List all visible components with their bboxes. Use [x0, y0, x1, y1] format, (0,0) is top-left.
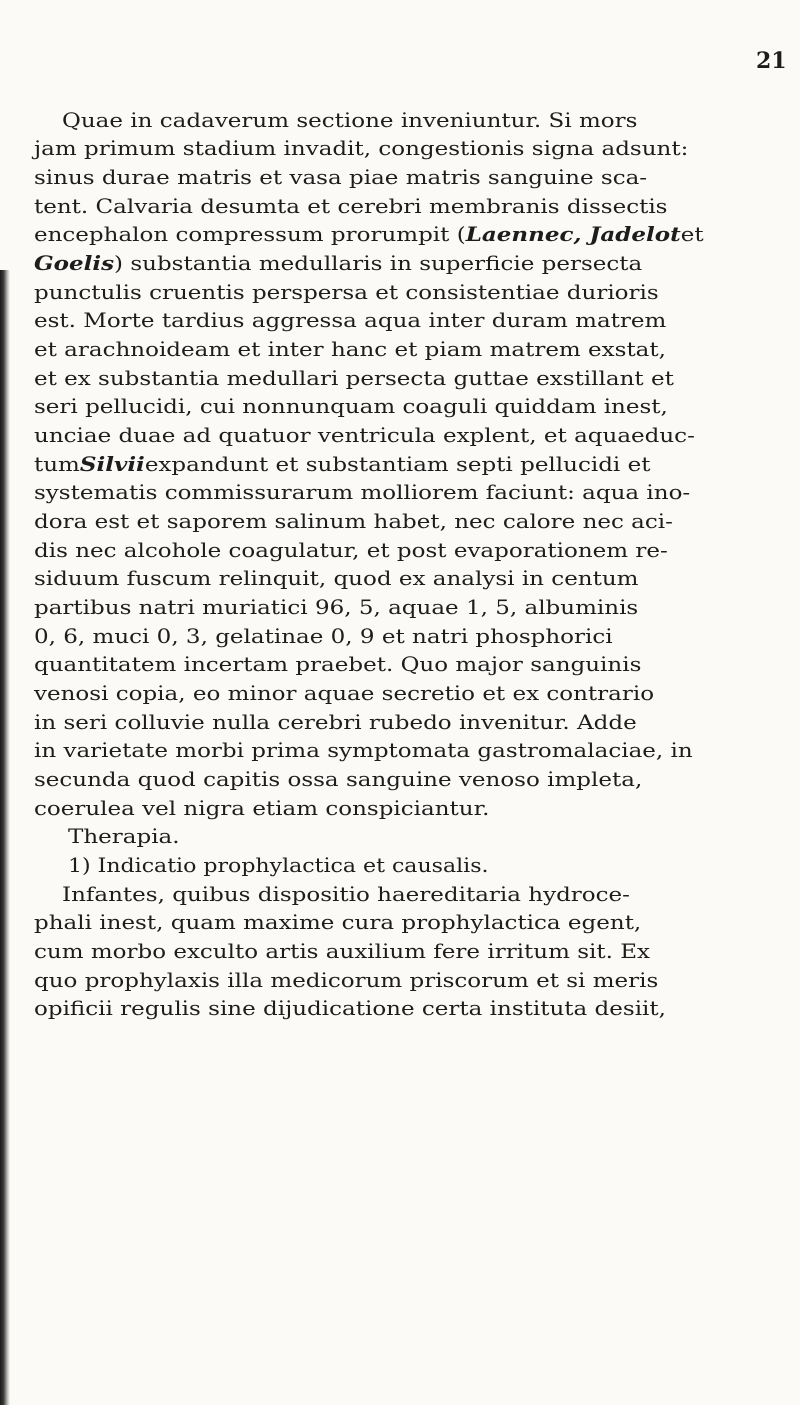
text-segment: in seri colluvie nulla cerebri rubedo invenitur. Adde	[34, 710, 637, 734]
text-segment: cum morbo exculto artis auxilium fere irritum sit. Ex	[34, 939, 651, 963]
text-segment: ) substantia medullaris in superficie persecta	[114, 251, 643, 275]
text-segment: jam primum stadium invadit, congestionis signa adsunt:	[34, 136, 689, 160]
text-segment: siduum fuscum relinquit, quod ex analysi in centum	[34, 566, 639, 590]
text-segment-italic: Silvii	[79, 452, 145, 476]
text-segment: encephalon compressum prorumpit (	[34, 222, 466, 246]
text-segment: partibus natri muriatici 96, 5, aquae 1, 5, albuminis	[34, 595, 639, 619]
text-segment: sinus durae matris et vasa piae matris sanguine sca-	[34, 165, 648, 189]
text-segment: coerulea vel nigra etiam conspiciantur.	[34, 796, 490, 820]
text-segment: dis nec alcohole coagulatur, et post evaporationem re-	[34, 538, 668, 562]
text-segment-italic: Laennec, Jadelot	[465, 222, 681, 246]
text-segment: est. Morte tardius aggressa aqua inter duram matrem	[34, 308, 667, 332]
text-segment: systematis commissurarum molliorem faciunt: aqua ino-	[34, 480, 691, 504]
text-segment: Infantes, quibus dispositio haereditaria hydroce-	[62, 882, 630, 906]
text-segment: seri pellucidi, cui nonnunquam coaguli quiddam inest,	[34, 394, 668, 418]
text-segment: et arachnoideam et inter hanc et piam matrem exstat,	[34, 337, 666, 361]
text-segment: in varietate morbi prima symptomata gastromalaciae, in	[34, 738, 693, 762]
text-segment: expandunt et substantiam septi pellucidi et	[144, 452, 651, 476]
text-segment: venosi copia, eo minor aquae secretio et ex contrario	[34, 681, 655, 705]
text-segment: quo prophylaxis illa medicorum priscorum et si meris	[34, 968, 659, 992]
text-segment: punctulis cruentis perspersa et consistentiae durioris	[34, 280, 659, 304]
text-line	[34, 988, 768, 1028]
text-segment: tent. Calvaria desumta et cerebri membranis dissectis	[34, 194, 668, 218]
text-segment: 1) Indicatio prophylactica et causalis.	[68, 853, 489, 877]
text-segment: secunda quod capitis ossa sanguine venoso impleta,	[34, 767, 643, 791]
page-binding-shadow	[0, 270, 10, 1405]
text-segment: et ex substantia medullari persecta guttae exstillant et	[34, 366, 674, 390]
text-segment: Therapia.	[68, 824, 180, 848]
text-segment: 0, 6, muci 0, 3, gelatinae 0, 9 et natri phosphorici	[34, 624, 613, 648]
text-segment: phali inest, quam maxime cura prophylactica egent,	[34, 910, 642, 934]
text-segment: Quae in cadaverum sectione inveniuntur. Si mors	[62, 108, 638, 132]
text-segment: dora est et saporem salinum habet, nec calore nec aci-	[34, 509, 673, 533]
page-number: 21	[756, 48, 787, 74]
text-segment: unciae duae ad quatuor ventricula explent, et aquaeduc-	[34, 423, 695, 447]
text-segment: quantitatem incertam praebet. Quo major sanguinis	[34, 652, 642, 676]
text-segment: et	[680, 222, 704, 246]
text-segment: opificii regulis sine dijudicatione certa instituta desiit,	[34, 996, 666, 1020]
text-segment: tum	[34, 452, 80, 476]
text-segment-italic: Goelis	[34, 251, 115, 275]
